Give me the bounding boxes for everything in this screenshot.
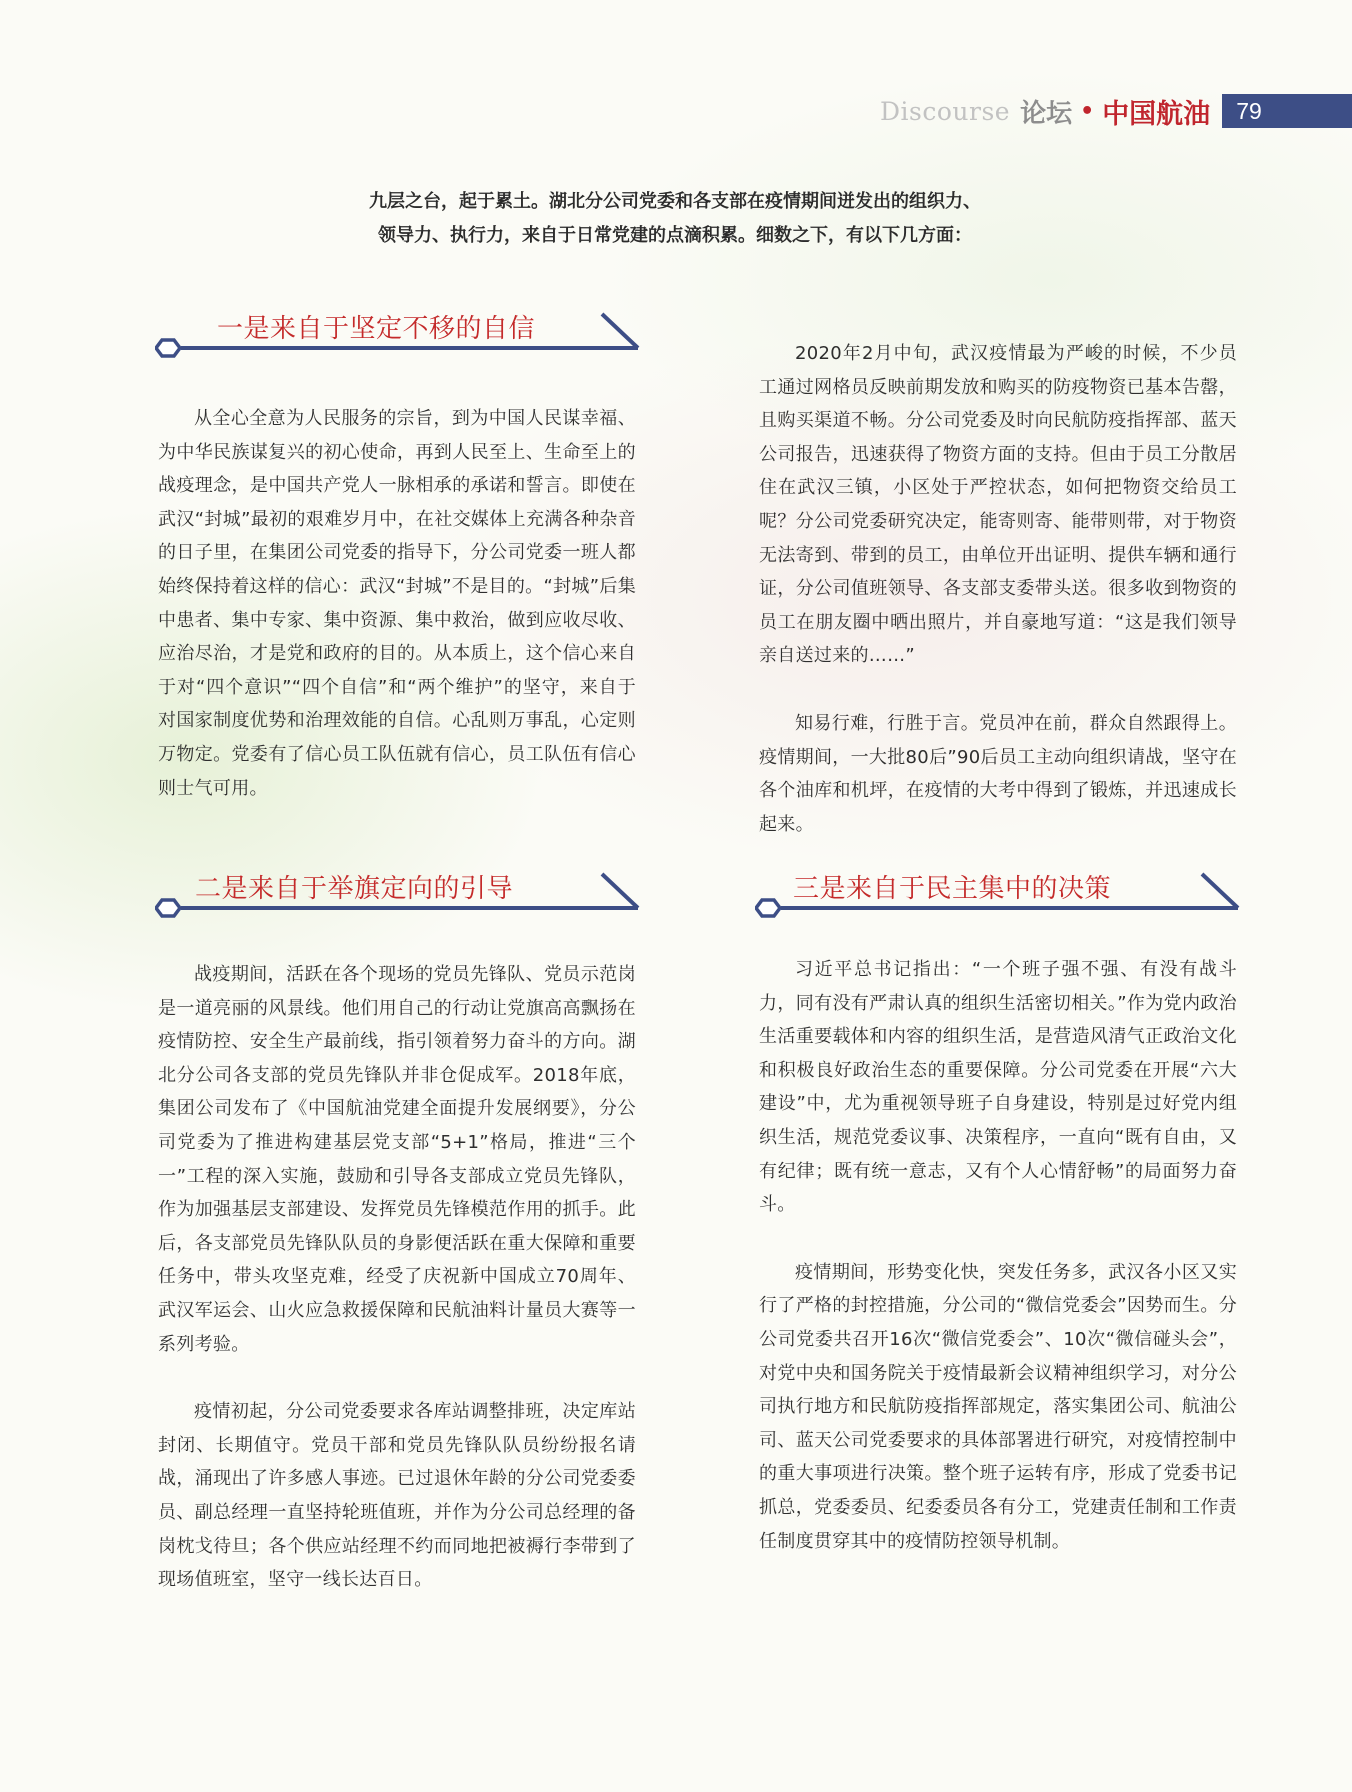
right-column-body [759,337,1237,875]
paragraph: 知易行难，行胜于言。党员冲在前，群众自然跟得上。疫情期间，一大批80后”90后员工主动向组织请战，坚守在各个油库和机坪，在疫情的大考中得到了锻炼，并迅速成长起来。 [759,712,1237,835]
paragraph: 习近平总书记指出：“一个班子强不强、有没有战斗力，同有没有严肃认真的组织生活密切相关。”作为党内政治生活重要载体和内容的组织生活，是营造风清气正政治文化和积极良好政治生态的重要保障。分公司党委在开展“六大建设”中，尤为重视领导班子自身建设，特别是过好党内组织生活，规范党委议事、决策程序，一直向“既有自由，又有纪律；既有统一意志，又有个人心情舒畅”的局面努力奋斗。 [759,959,1237,1216]
section-title: 三是来自于民主集中的决策 [793,874,1112,904]
intro-line-1: 九层之台，起于累土。湖北分公司党委和各支部在疫情期间迸发出的组织力、 [369,191,981,212]
hexagon-icon [756,900,780,916]
paragraph: 疫情初起，分公司党委要求各库站调整排班，决定库站封闭、长期值守。党员干部和党员先锋队队员纷纷报名请战，涌现出了许多感人事迹。已过退休年龄的分公司党委委员、副总经理一直坚持轮班值班，并作为分公司总经理的备岗枕戈待旦；各个供应站经理不约而同地把被褥行李带到了现场值班室，坚守一线长达百日。 [158,1401,636,1591]
section-body-3 [759,953,1237,1592]
paragraph: 疫情期间，形势变化快，突发任务多，武汉各小区又实行了严格的封控措施，分公司的“微信党委会”因势而生。分公司党委共召开16次“微信党委会”、10次“微信碰头会”，对党中央和国务院关于疫情最新会议精神组织学习，对分公司执行地方和民航防疫指挥部规定，落实集团公司、航油公司、蓝天公司党委要求的具体部署进行研究，对疫情控制中的重大事项进行决策。整个班子运转有序，形成了党委书记抓总，党委委员、纪委委员各有分工，党建责任制和工作责任制度贯穿其中的疫情防控领导机制。 [759,1261,1237,1552]
section-body-1 [158,402,636,839]
paragraph: 从全心全意为人民服务的宗旨，到为中国人民谋幸福、为中华民族谋复兴的初心使命，再到人民至上、生命至上的战疫理念，是中国共产党人一脉相承的承诺和誓言。即使在武汉“封城”最初的艰难岁月中，在社交媒体上充满各种杂音的日子里，在集团公司党委的指导下，分公司党委一班人都始终保持着这样的信心：武汉“封城”不是目的。“封城”后集中患者、集中专家、集中资源、集中救治，做到应收尽收、应治尽治，才是党和政府的目的。从本质上，这个信心来自于对“四个意识”“四个自信”和“两个维护”的坚守，来自于对国家制度优势和治理效能的自信。心乱则万事乱，心定则万物定。党委有了信心员工队伍就有信心，员工队伍有信心则士气可用。 [158,408,636,799]
section-title: 二是来自于举旗定向的引导 [195,874,514,904]
section-name-en: Discourse [880,96,1011,126]
intro-line-2: 领导力、执行力，来自于日常党建的点滴积累。细数之下，有以下几方面： [378,225,972,246]
section-heading-3 [755,862,1240,942]
section-heading-1 [155,302,640,382]
paragraph: 2020年2月中旬，武汉疫情最为严峻的时候，不少员工通过网格员反映前期发放和购买的防疫物资已基本告罄，且购买渠道不畅。分公司党委及时向民航防疫指挥部、蓝天公司报告，迅速获得了物资方面的支持。但由于员工分散居住在武汉三镇，小区处于严控状态，如何把物资交给员工呢？分公司党委研究决定，能寄则寄、能带则带，对于物资无法寄到、带到的员工，由单位开出证明、提供车辆和通行证，分公司值班领导、各支部支委带头送。很多收到物资的员工在朋友圈中晒出照片，并自豪地写道：“这是我们领导亲自送过来的……” [759,343,1237,667]
hexagon-icon [156,340,180,356]
hexagon-icon [156,900,180,916]
section-body-2 [158,958,636,1631]
page-number: 79 [1222,94,1352,128]
brand-name: 中国航油 [1102,98,1211,130]
section-name-cn: 论坛 [1020,98,1073,129]
page-header [880,94,1352,128]
section-title: 一是来自于坚定不移的自信 [217,314,536,344]
intro-text [150,185,1200,253]
paragraph: 战疫期间，活跃在各个现场的党员先锋队、党员示范岗是一道亮丽的风景线。他们用自己的行动让党旗高高飘扬在疫情防控、安全生产最前线，指引领着努力奋斗的方向。湖北分公司各支部的党员先锋队并非仓促成军。2018年底，集团公司发布了《中国航油党建全面提升发展纲要》，分公司党委为了推进构建基层党支部“5+1”格局，推进“三个一”工程的深入实施，鼓励和引导各支部成立党员先锋队，作为加强基层支部建设、发挥党员先锋模范作用的抓手。此后，各支部党员先锋队队员的身影便活跃在重大保障和重要任务中，带头攻坚克难，经受了庆祝新中国成立70周年、武汉军运会、山火应急救援保障和民航油料计量员大赛等一系列考验。 [158,964,636,1355]
header-separator: • [1080,98,1095,124]
section-heading-2 [155,862,640,942]
